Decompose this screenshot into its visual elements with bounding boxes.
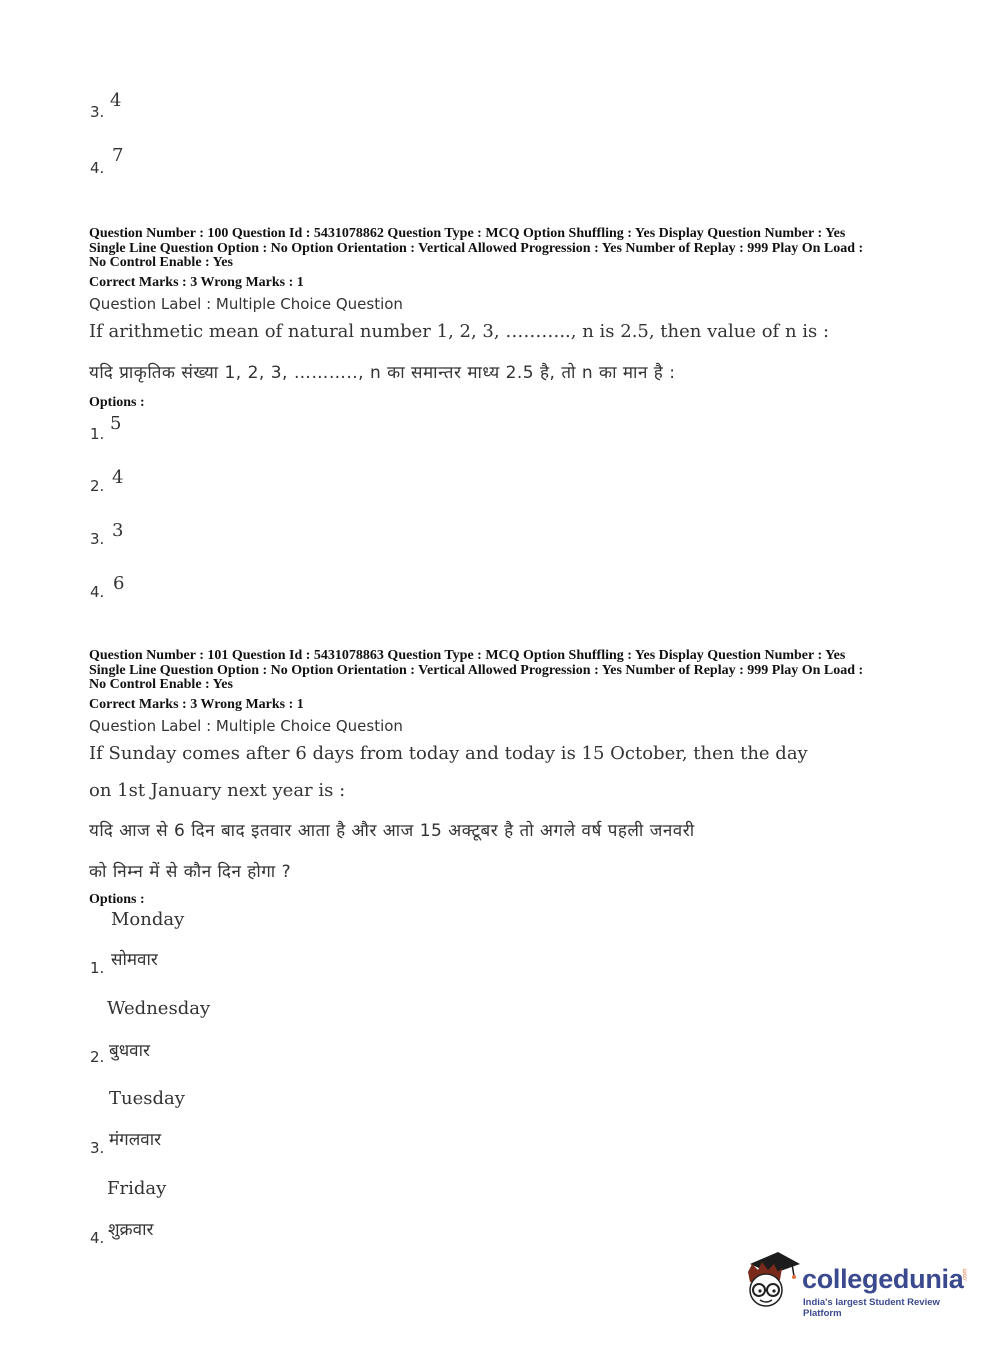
option-number: 3.: [90, 1139, 105, 1157]
meta-line: Question Number : 101 Question Id : 5431078863 Question Type : MCQ Option Shuffling : Yes Display Question Number : Yes: [89, 648, 846, 663]
option-number: 2.: [90, 1048, 105, 1066]
options-label: Options :: [89, 395, 145, 410]
option-text-hi[interactable]: शुक्रवार: [108, 1220, 154, 1240]
question-label: Question Label : Multiple Choice Question: [89, 295, 403, 313]
option-number: 3.: [90, 530, 105, 548]
collegedunia-logo: [740, 1250, 970, 1320]
question-text-en: on 1st January next year is :: [89, 780, 346, 801]
option-text-hi[interactable]: सोमवार: [111, 950, 158, 970]
option-number: 4.: [90, 583, 105, 601]
option-number: 1.: [90, 425, 105, 443]
marks-info: Correct Marks : 3 Wrong Marks : 1: [89, 697, 304, 712]
option-number: 3.: [90, 103, 105, 121]
option-value[interactable]: 5: [110, 413, 122, 434]
option-text-en[interactable]: Wednesday: [107, 998, 211, 1019]
option-text-en[interactable]: Monday: [111, 909, 185, 930]
meta-line: No Control Enable : Yes: [89, 677, 233, 692]
question-meta: [89, 649, 919, 693]
option-value[interactable]: 4: [112, 467, 124, 488]
option-text-hi[interactable]: बुधवार: [109, 1041, 150, 1061]
option-value: 4: [110, 90, 122, 111]
meta-line: No Control Enable : Yes: [89, 255, 233, 270]
question-text-hi: को निम्न में से कौन दिन होगा ?: [89, 862, 292, 882]
brand-name: collegedunia: [802, 1264, 964, 1294]
option-value: 7: [112, 145, 124, 166]
option-text-hi[interactable]: मंगलवार: [109, 1130, 162, 1150]
option-text-en[interactable]: Tuesday: [109, 1088, 185, 1109]
mascot-icon: [740, 1250, 800, 1312]
option-number: 2.: [90, 477, 105, 495]
option-number: 1.: [90, 959, 105, 977]
brand-suffix: .com: [962, 1268, 969, 1282]
question-label: Question Label : Multiple Choice Question: [89, 717, 403, 735]
question-text-hi: यदि आज से 6 दिन बाद इतवार आता है और आज 15 अक्टूबर है तो अगले वर्ष पहली जनवरी: [89, 821, 695, 841]
options-label: Options :: [89, 892, 145, 907]
brand-tagline: India's largest Student Review Platform: [803, 1297, 940, 1319]
option-value[interactable]: 3: [112, 520, 124, 541]
option-number: 4.: [90, 159, 105, 177]
question-text-hi: यदि प्राकृतिक संख्या 1, 2, 3, ……….., n का समान्तर माध्य 2.5 है, तो n का मान है :: [89, 363, 676, 383]
question-text-en: If Sunday comes after 6 days from today and today is 15 October, then the day: [89, 743, 808, 764]
option-text-en[interactable]: Friday: [107, 1178, 167, 1199]
meta-line: Single Line Question Option : No Option Orientation : Vertical Allowed Progression : Yes Number of Replay : 999 Play On Load :: [89, 240, 864, 256]
meta-line: Single Line Question Option : No Option Orientation : Vertical Allowed Progression : Yes Number of Replay : 999 Play On Load :: [89, 662, 864, 678]
question-meta: [89, 227, 919, 271]
option-number: 4.: [90, 1229, 105, 1247]
option-value[interactable]: 6: [113, 573, 125, 594]
question-text-en: If arithmetic mean of natural number 1, 2, 3, ……….., n is 2.5, then value of n is :: [89, 321, 830, 342]
meta-line: Question Number : 100 Question Id : 5431078862 Question Type : MCQ Option Shuffling : Yes Display Question Number : Yes: [89, 226, 846, 241]
marks-info: Correct Marks : 3 Wrong Marks : 1: [89, 275, 304, 290]
